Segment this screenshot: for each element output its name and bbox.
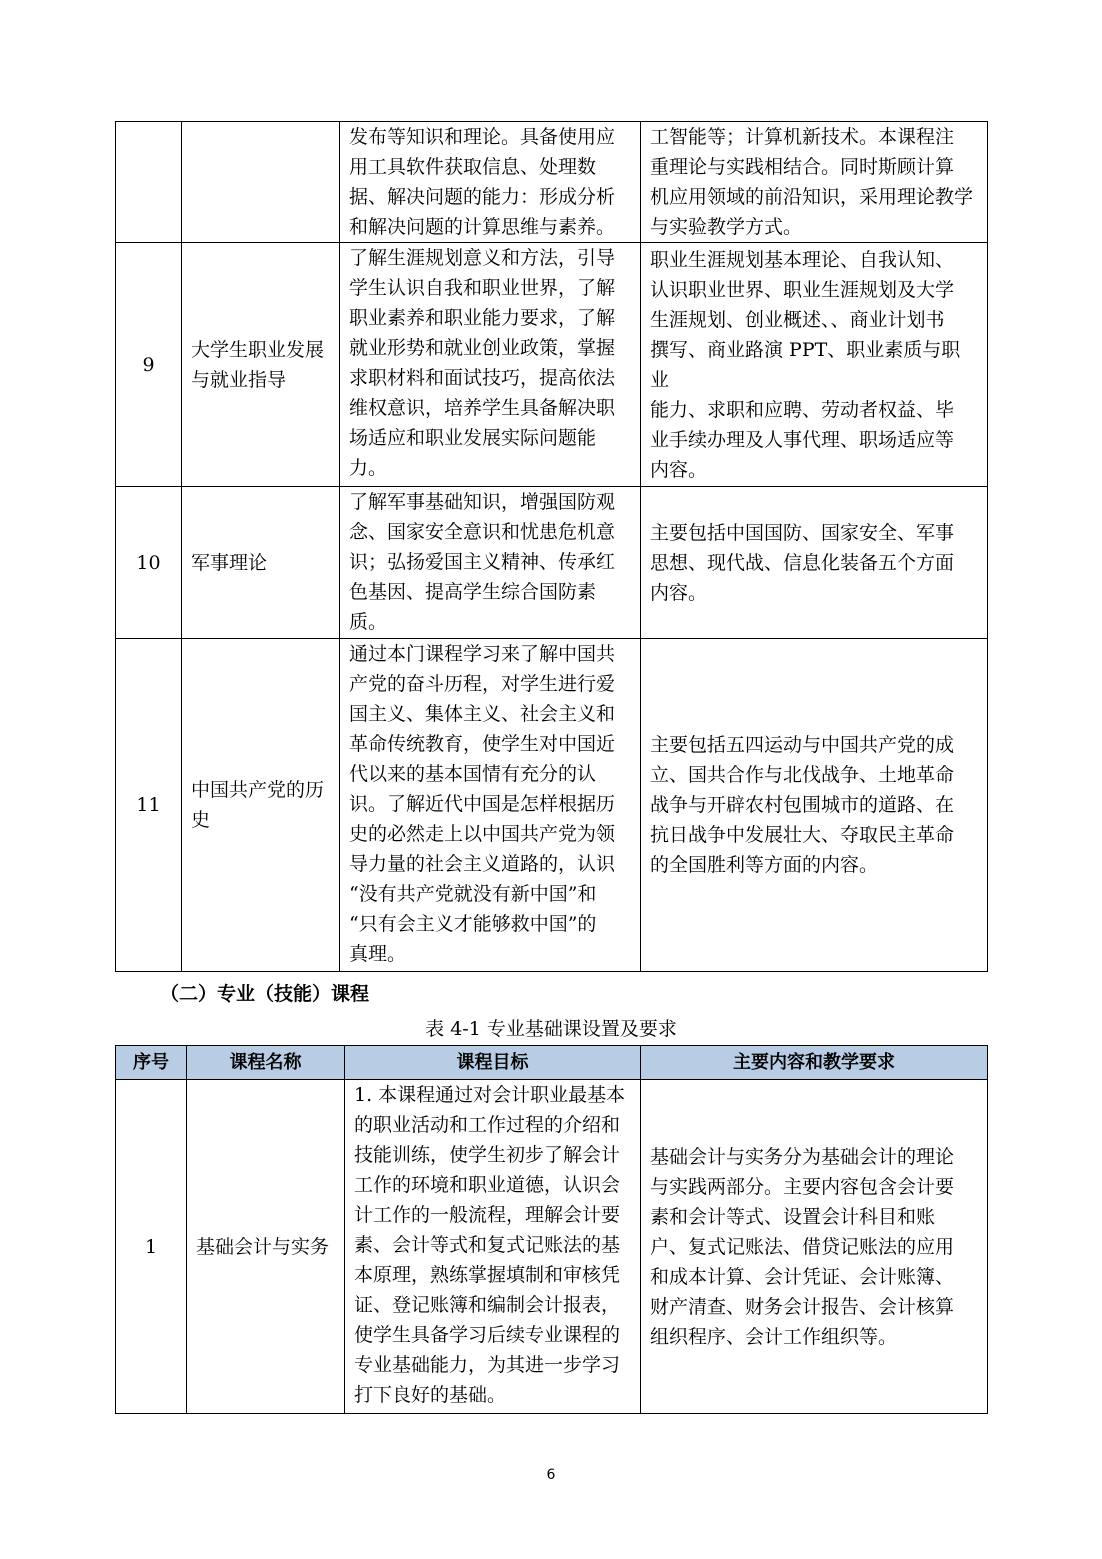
row-number: 9 (116, 243, 182, 487)
row-number: 11 (116, 639, 182, 972)
courses-table-continued (115, 121, 988, 972)
page-number: 6 (546, 1467, 556, 1483)
table-caption: 表 4-1 专业基础课设置及要求 (425, 1018, 677, 1040)
course-goal: 通过本门课程学习来了解中国共 产党的奋斗历程，对学生进行爱 国主义、集体主义、社会主义和 革命传统教育，使学生对中国近 代以来的基本国情有充分的认 识。了解近代中国是怎样根据历 史的必然走上以中国共产党为领 导力量的社会主义道路的，认识 “没有共产党就没有新中国”和 “只有会主义才能够救中国”的 真理。 (340, 639, 641, 972)
course-content: 工智能等；计算机新技术。本课程注 重理论与实践相结合。同时斯顾计算 机应用领域的前沿知识，采用理论教学 与实验教学方式。 (641, 122, 988, 243)
course-goal: 了解生涯规划意义和方法，引导 学生认识自我和职业世界，了解 职业素养和职业能力要求，了解 就业形势和就业创业政策，掌握 求职材料和面试技巧，提高依法 维权意识，培养学生具备解决职 场适应和职业发展实际问题能 力。 (340, 243, 641, 487)
row-number (116, 122, 182, 243)
course-goal: 发布等知识和理论。具备使用应 用工具软件获取信息、处理数 据、解决问题的能力：形成分析 和解决问题的计算思维与素养。 (340, 122, 641, 243)
course-goal: 了解军事基础知识，增强国防观 念、国家安全意识和忧患危机意 识；弘扬爱国主义精神、传承红 色基因、提高学生综合国防素 质。 (340, 487, 641, 639)
course-name: 中国共产党的历 史 (182, 639, 340, 972)
header-number: 序号 (116, 1046, 187, 1080)
row-number: 1 (116, 1080, 187, 1414)
course-content: 主要包括中国国防、国家安全、军事 思想、现代战、信息化装备五个方面 内容。 (641, 487, 988, 639)
section-heading: （二）专业（技能）课程 (160, 983, 370, 1005)
header-course-goal: 课程目标 (345, 1046, 641, 1080)
row-number: 10 (116, 487, 182, 639)
basic-courses-table (115, 1045, 988, 1414)
course-goal: 1. 本课程通过对会计职业最基本 的职业活动和工作过程的介绍和 技能训练，使学生初步了解会计 工作的环境和职业道德，认识会 计工作的一般流程，理解会计要 素、会计等式和复式记账法的基 本原理，熟练掌握填制和审核凭 证、登记账簿和编制会计报表， 使学生具备学习后续专业课程的 专业基础能力，为其进一步学习 打下良好的基础。 (345, 1080, 641, 1414)
table-row (116, 243, 988, 487)
table-row (116, 639, 988, 972)
course-content: 基础会计与实务分为基础会计的理论 与实践两部分。主要内容包含会计要 素和会计等式、设置会计科目和账 户、复式记账法、借贷记账法的应用 和成本计算、会计凭证、会计账簿、 财产清查、财务会计报告、会计核算 组织程序、会计工作组织等。 (641, 1080, 988, 1414)
table-row (116, 122, 988, 243)
course-name: 基础会计与实务 (187, 1080, 345, 1414)
table-row (116, 1080, 988, 1414)
header-course-name: 课程名称 (187, 1046, 345, 1080)
course-name: 军事理论 (182, 487, 340, 639)
table-row (116, 487, 988, 639)
course-name (182, 122, 340, 243)
course-content: 职业生涯规划基本理论、自我认知、 认识职业世界、职业生涯规划及大学 生涯规划、创业概述、、商业计划书 撰写、商业路演 PPT、职业素质与职业 能力、求职和应聘、劳动者权益、毕 业手续办理及人事代理、职场适应等 内容。 (641, 243, 988, 487)
header-course-content: 主要内容和教学要求 (641, 1046, 988, 1080)
course-content: 主要包括五四运动与中国共产党的成 立、国共合作与北伐战争、土地革命 战争与开辟农村包围城市的道路、在 抗日战争中发展壮大、夺取民主革命 的全国胜利等方面的内容。 (641, 639, 988, 972)
table-header-row (116, 1046, 988, 1080)
course-name: 大学生职业发展 与就业指导 (182, 243, 340, 487)
